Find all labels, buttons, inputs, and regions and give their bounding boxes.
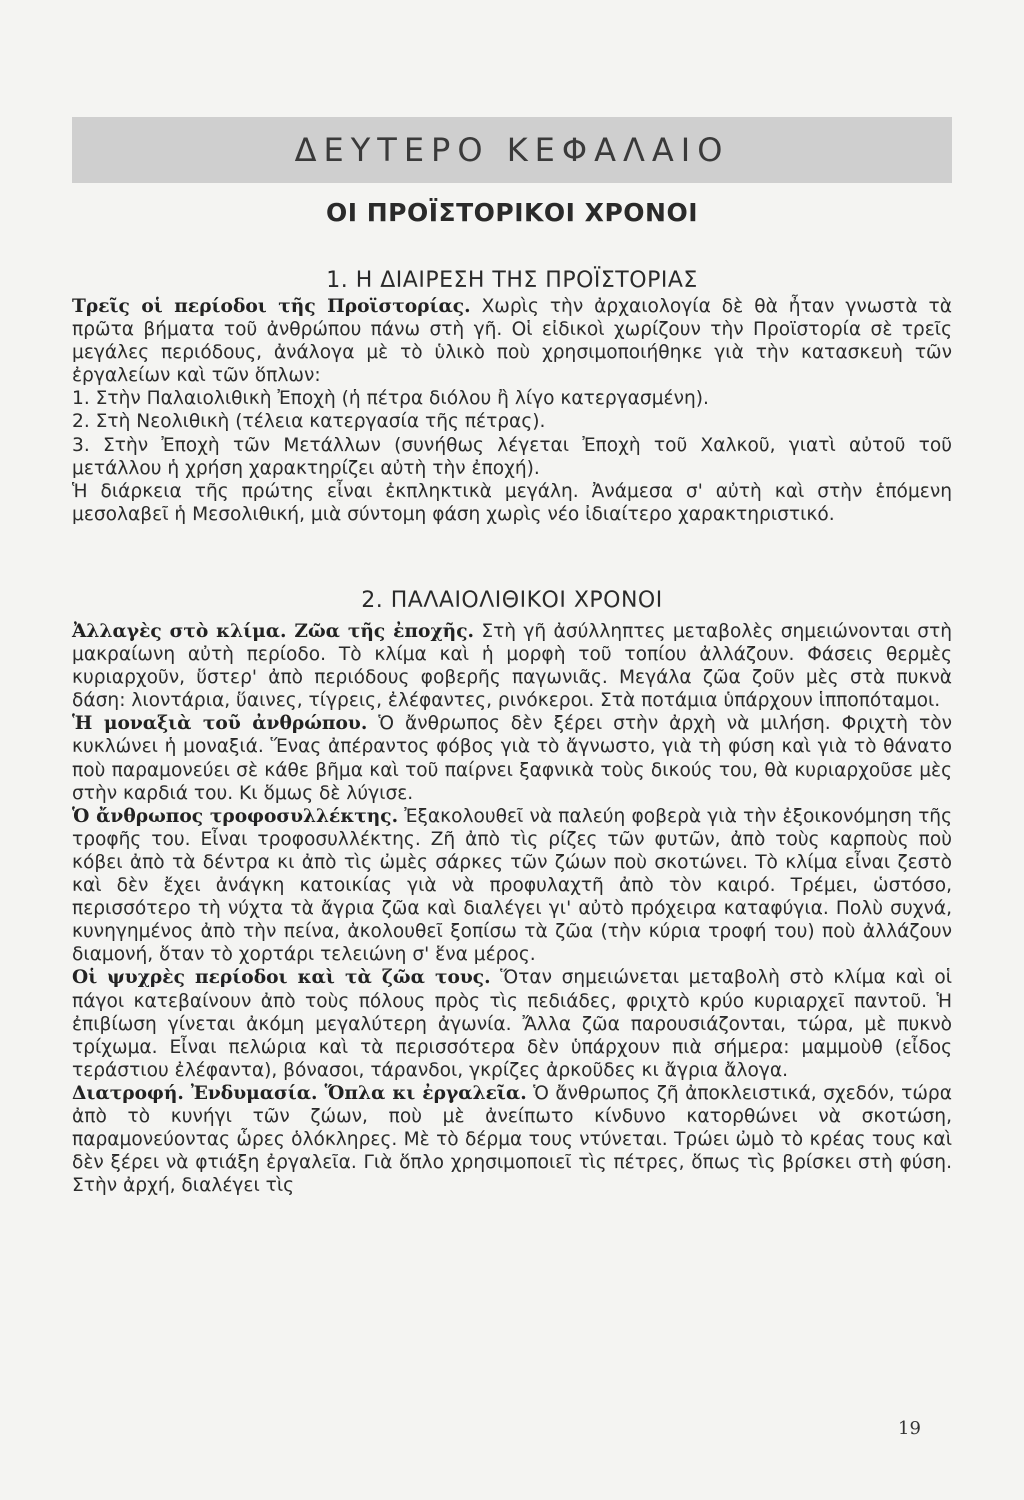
section-1-heading: 1. Η ΔΙΑΙΡΕΣΗ ΤΗΣ ΠΡΟΪΣΤΟΡΙΑΣ: [326, 268, 698, 293]
paragraph-text: Ὅταν σημειώνεται μεταβολὴ στὸ κλίμα καὶ οἱ πάγοι κατεβαίνουν ἀπὸ τοὺς πόλους πρὸς τὶς πεδιάδες, φριχτὸ κρύο κυριαρχεῖ παντοῦ. Ἡ ἐπιβίωση γίνεται ἀκόμη μεγαλύτερη ἀγωνία. Ἄλλα ζῶα παρουσιάζονται, τώρα, μὲ πυκνὸ τρίχωμα. Εἶναι πελώρια καὶ τὰ περισσότερα δὲν ὑπάρχουν πιὰ σήμερα: μαμμοὺθ (εἶδος τεράστιου ἐλέφαντα), βόνασοι, τάρανδοι, γκρίζες ἀρκοῦδες κι ἄγρια ἄλογα.: [72, 967, 952, 1081]
paragraph-lead: Διατροφή. Ἐνδυμασία. Ὅπλα κι ἐργαλεῖα.: [72, 1082, 527, 1104]
list-item: 1. Στὴν Παλαιολιθικὴ Ἐποχὴ (ἡ πέτρα διόλου ἢ λίγο κατεργασμένη).: [72, 388, 709, 410]
page-number: 19: [898, 1418, 921, 1439]
section-2-heading: 2. ΠΑΛΑΙΟΛΙΘΙΚΟΙ ΧΡΟΝΟΙ: [361, 588, 663, 613]
paragraph-text: Ὁ ἄνθρωπος ζῆ ἀποκλειστικά, σχεδόν, τώρα ἀπὸ τὸ κυνήγι τῶν ζώων, ποὺ μὲ ἀνείπωτο κίνδυνο κατορθώνει νὰ σκοτώση, παραμονεύοντας ὧρες ὁλόκληρες. Μὲ τὸ δέρμα τους ντύνεται. Τρώει ὠμὸ τὸ κρέας τους καὶ δὲν ξέρει νὰ φτιάξη ἐργαλεῖα. Γιὰ ὅπλο χρησιμοποιεῖ τὶς πέτρες, ὅπως τὶς βρίσκει στὴ φύση. Στὴν ἀρχή, διαλέγει τὶς: [72, 1082, 952, 1197]
paragraph: [72, 1082, 952, 1197]
paragraph-lead: Ἀλλαγὲς στὸ κλίμα. Ζῶα τῆς ἐποχῆς.: [72, 621, 474, 642]
paragraph: [72, 966, 952, 1081]
section-2-body: [72, 620, 952, 1197]
paragraph: [72, 805, 952, 967]
list-item: 3. Στὴν Ἐποχὴ τῶν Μετάλλων (συνήθως λέγεται Ἐποχὴ τοῦ Χαλκοῦ, γιατὶ αὐτοῦ τοῦ μετάλλου ἡ χρήση χαρακτηρίζει αὐτὴ τὴν ἐποχή).: [72, 434, 952, 479]
paragraph-lead: Ὁ ἄνθρωπος τροφοσυλλέκτης.: [72, 805, 399, 827]
paragraph: [72, 712, 952, 804]
chapter-heading: ΔΕΥΤΕΡΟ ΚΕΦΑΛΑΙΟ: [294, 131, 730, 169]
section-1-body: [72, 295, 952, 526]
chapter-banner: [72, 117, 952, 183]
paragraph-text: Ὁ ἄνθρωπος δὲν ξέρει στὴν ἀρχὴ νὰ μιλήση. Φριχτὴ τὸν κυκλώνει ἡ μοναξιά. Ἕνας ἀπέραντος φόβος γιὰ τὸ ἄγνωστο, γιὰ τὴ φύση καὶ γιὰ τὸ θάνατο ποὺ παραμονεύει σὲ κάθε βῆμα καὶ τοῦ παίρνει ξαφνικὰ τοὺς δικούς του, θὰ κυριαρχοῦσε μὲς στὴν καρδιά του. Κι ὅμως δὲ λύγισε.: [72, 713, 952, 804]
page-title: ΟΙ ΠΡΟΪΣΤΟΡΙΚΟΙ ΧΡΟΝΟΙ: [325, 198, 699, 227]
paragraph-text: Ἐξακολουθεῖ νὰ παλεύη φοβερὰ γιὰ τὴν ἐξοικονόμηση τῆς τροφῆς του. Εἶναι τροφοσυλλέκτης. Ζῆ ἀπὸ τὶς ρίζες τῶν φυτῶν, ἀπὸ τοὺς καρποὺς ποὺ κόβει ἀπὸ τὰ δέντρα κι ἀπὸ τὶς ὠμὲς σάρκες τῶν ζώων ποὺ σκοτώνει. Τὸ κλίμα εἶναι ζεστὸ καὶ δὲν ἔχει ἀνάγκη κατοικίας γιὰ νὰ προφυλαχτῆ ἀπὸ τὸν καιρό. Τρέμει, ὡστόσο, περισσότερο τὴ νύχτα τὰ ἄγρια ζῶα καὶ διαλέγει γι' αὐτὸ πρόχειρα καταφύγια. Πολὺ συχνά, κυνηγημένος ἀπὸ τὴν πείνα, ἀκολουθεῖ ξοπίσω τὰ ζῶα (τὴν κύρια τροφή του) ποὺ ἀλλάζουν διαμονή, ὅταν τὸ χορτάρι τελειώνη σ' ἕνα μέρος.: [72, 805, 952, 966]
paragraph: [72, 620, 952, 712]
paragraph-lead: Οἱ ψυχρὲς περίοδοι καὶ τὰ ζῶα τους.: [72, 967, 491, 989]
paragraph-text: Στὴ γῆ ἀσύλληπτες μεταβολὲς σημειώνονται στὴ μακραίωνη αὐτὴ περίοδο. Τὸ κλίμα καὶ ἡ μορφὴ τοῦ τοπίου ἀλλάζουν. Φάσεις θερμὲς κυριαρχοῦν, ὕστερ' ἀπὸ περιόδους φοβερῆς παγωνιᾶς. Μεγάλα ζῶα ζοῦν μὲς στὰ πυκνὰ δάση: λιοντάρια, ὕαινες, τίγρεις, ἐλέφαντες, ρινόκεροι. Στὰ ποτάμια ὑπάρχουν ἱπποπόταμοι.: [72, 621, 952, 712]
paragraph-lead: Ἡ μοναξιὰ τοῦ ἀνθρώπου.: [72, 713, 368, 735]
section-1-closing: Ἡ διάρκεια τῆς πρώτης εἶναι ἐκπληκτικὰ μεγάλη. Ἀνάμεσα σ' αὐτὴ καὶ στὴν ἑπόμενη μεσολαβεῖ ἡ Μεσολιθική, μιὰ σύντομη φάση χωρὶς νέο ἰδιαίτερο χαρακτηριστικό.: [72, 480, 952, 525]
intro-text: Χωρὶς τὴν ἀρχαιολογία δὲ θὰ ἦταν γνωστὰ τὰ πρῶτα βήματα τοῦ ἀνθρώπου πάνω στὴ γῆ. Οἱ εἰδικοὶ χωρίζουν τὴν Προϊστορία σὲ τρεῖς μεγάλες περιόδους, ἀνάλογα μὲ τὸ ὑλικὸ ποὺ χρησιμοποιήθηκε γιὰ τὴν κατασκευὴ τῶν ἐργαλείων καὶ τῶν ὅπλων:: [72, 296, 952, 387]
section-1-intro: [72, 295, 952, 387]
list-item: 2. Στὴ Νεολιθικὴ (τέλεια κατεργασία τῆς πέτρας).: [72, 411, 546, 433]
intro-lead: Τρεῖς οἱ περίοδοι τῆς Προϊστορίας.: [72, 296, 471, 317]
